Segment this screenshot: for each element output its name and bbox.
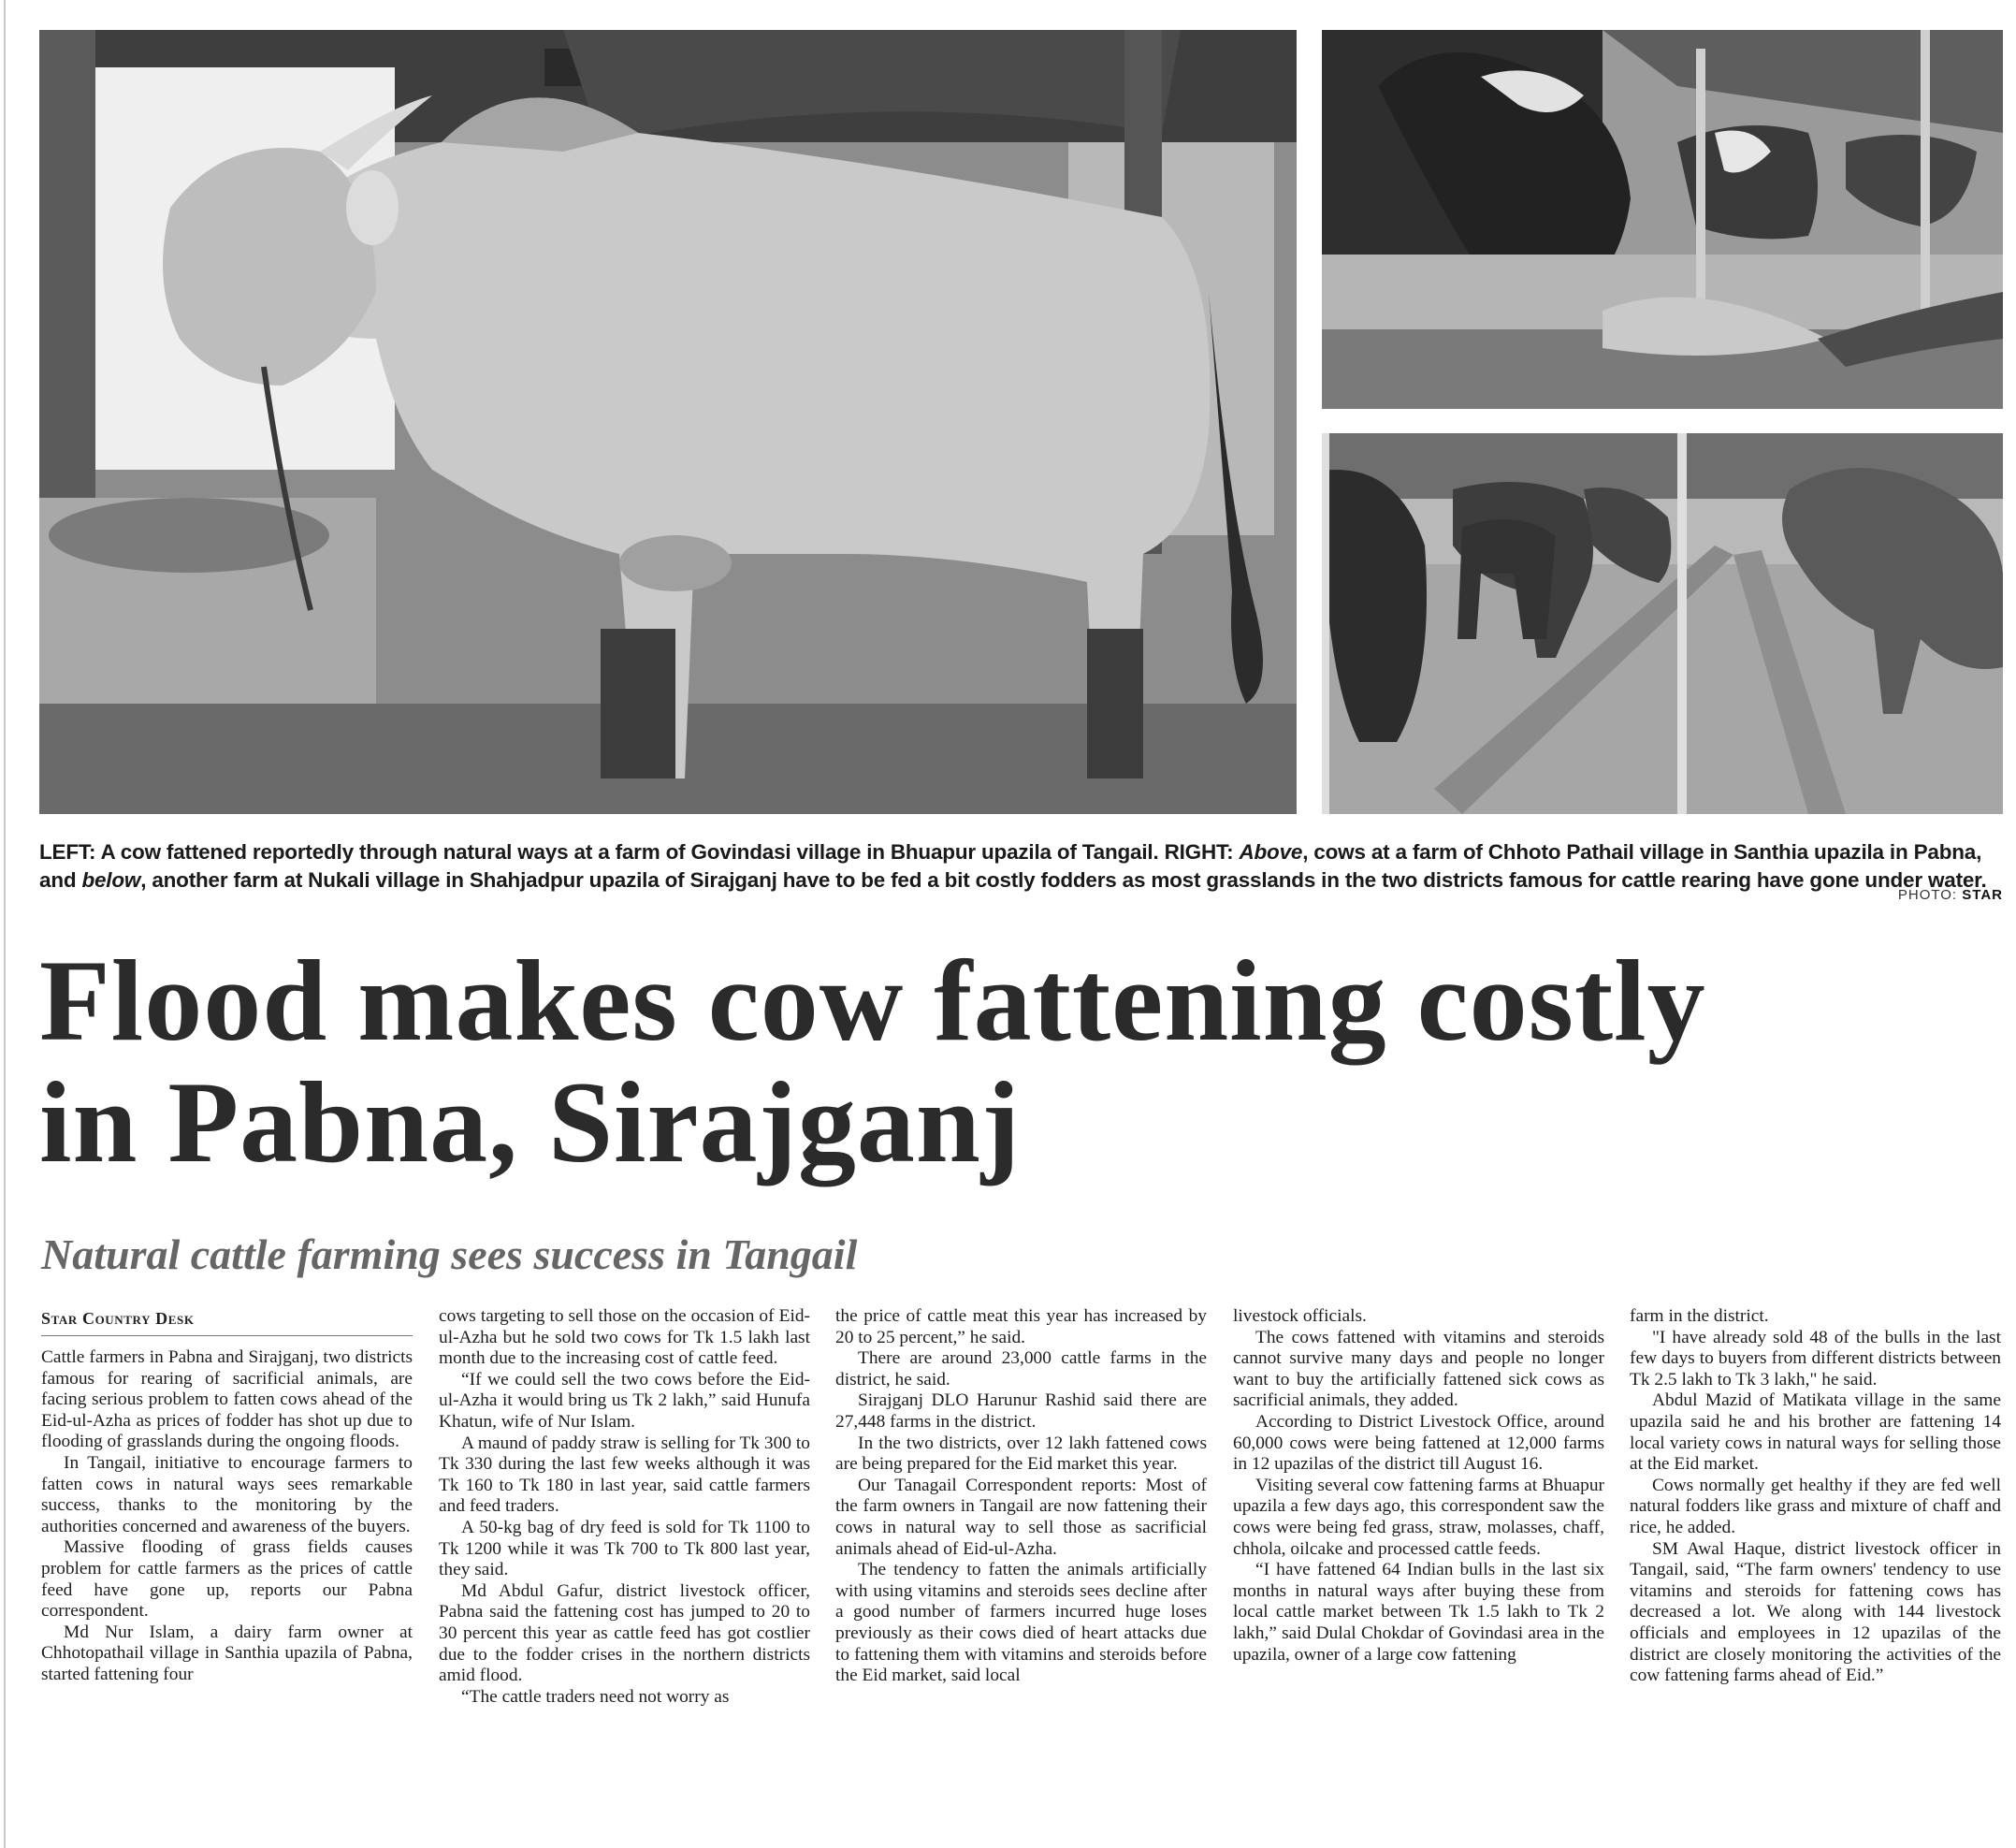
- article-paragraph: "I have already sold 48 of the bulls in the last few days to buyers from different districts between Tk 2.5 lakh to Tk 3 lakh," he said.: [1630, 1327, 2001, 1390]
- article-column-2: [439, 1306, 810, 1708]
- subheadline: Natural cattle farming sees success in Tangail: [41, 1230, 858, 1278]
- article-paragraph: farm in the district.: [1630, 1306, 1769, 1326]
- byline: [41, 1307, 413, 1336]
- article-paragraph: The cows fattened with vitamins and steroids cannot survive many days and people no longer want to buy the artificially fattened sick cows as sacrificial animals, they added.: [1233, 1327, 1604, 1411]
- article-paragraph: cows targeting to sell those on the occasion of Eid-ul-Azha but he sold two cows for Tk 1.5 lakh last month due to the increasing cost of cattle feed.: [439, 1306, 810, 1369]
- main-photo: [39, 30, 1297, 814]
- top-right-photo-image: [1322, 30, 2003, 409]
- photo-credit-name: STAR: [1962, 887, 2003, 903]
- article-paragraph: Sirajganj DLO Harunur Rashid said there are 27,448 farms in the district.: [835, 1390, 1207, 1432]
- article-paragraph: Abdul Mazid of Matikata village in the same upazila said he and his brother are fattening 14 local variety cows in natural ways for selling those at the Eid market.: [1630, 1390, 2001, 1475]
- article-paragraph: In the two districts, over 12 lakh fattened cows are being prepared for the Eid market this year.: [835, 1433, 1207, 1475]
- article-column-3: [835, 1306, 1207, 1687]
- article-column-4: [1233, 1306, 1604, 1666]
- top-right-photo: [1322, 30, 2003, 409]
- article-paragraph: The tendency to fatten the animals artificially with using vitamins and steroids sees decline after a good number of farmers incurred huge loses previously as their cows died of heart attacks due to fattening them with vitamins and steroids before the Eid market, said local: [835, 1560, 1207, 1686]
- article-paragraph: Cattle farmers in Pabna and Sirajganj, two districts famous for rearing of sacrificial animals, are facing serious problem to fatten cows ahead of the Eid-ul-Azha as prices of fodder has shot up due to flooding of grasslands during the ongoing floods.: [41, 1347, 413, 1452]
- byline-text: Star Country Desk: [41, 1309, 195, 1328]
- article-paragraph: In Tangail, initiative to encourage farmers to fatten cows in natural ways sees remarkable success, thanks to the monitoring by the authorities concerned and awareness of the buyers.: [41, 1452, 413, 1536]
- article-paragraph: SM Awal Haque, district livestock officer in Tangail, said, “The farm owners' tendency to use vitamins and steroids for fattening cows has decreased a lot. We along with 144 livestock officials and employees in 12 upazilas of the district are closely monitoring the activities of the cow fattening farms ahead of Eid.”: [1630, 1538, 2001, 1686]
- article-column-5: [1630, 1306, 2001, 1687]
- caption-below: below: [81, 868, 141, 892]
- article-paragraph: the price of cattle meat this year has increased by 20 to 25 percent,” he said.: [835, 1306, 1207, 1347]
- article-paragraph: There are around 23,000 cattle farms in the district, he said.: [835, 1348, 1207, 1390]
- article-paragraph: Visiting several cow fattening farms at Bhuapur upazila a few days ago, this correspondent saw the cows were being fed grass, straw, molasses, chaff, chhola, oilcake and processed cattle feeds.: [1233, 1475, 1604, 1559]
- bottom-right-photo: [1322, 433, 2003, 814]
- main-photo-image: [39, 30, 1297, 814]
- article-paragraph: “If we could sell the two cows before the Eid-ul-Azha it would bring us Tk 2 lakh,” said Hunufa Khatun, wife of Nur Islam.: [439, 1369, 810, 1432]
- article-paragraph: Our Tanagail Correspondent reports: Most of the farm owners in Tangail are now fattening their cows in natural way to sell those as sacrificial animals ahead of Eid-ul-Azha.: [835, 1475, 1207, 1559]
- article-paragraph: Massive flooding of grass fields causes problem for cattle farmers as the prices of cattle feed have gone up, reports our Pabna correspondent.: [41, 1537, 413, 1622]
- article-paragraph: A maund of paddy straw is selling for Tk 300 to Tk 330 during the last few weeks although it was Tk 160 to Tk 180 in last year, said cattle farmers and feed traders.: [439, 1433, 810, 1517]
- article-paragraph: Md Nur Islam, a dairy farm owner at Chhotopathail village in Santhia upazila of Pabna, started fattening four: [41, 1622, 413, 1684]
- headline: [39, 937, 2004, 1186]
- article-paragraph: According to District Livestock Office, around 60,000 cows were being fattened at 12,000 farms in 12 upazilas of the district till August 16.: [1233, 1411, 1604, 1475]
- photo-credit-label: PHOTO:: [1897, 887, 1958, 903]
- article-column-1: [41, 1347, 413, 1686]
- article-paragraph: Md Abdul Gafur, district livestock officer, Pabna said the fattening cost has jumped to 20 to 30 percent this year as cattle feed has got costlier due to the fodder crises in the northern districts amid flood.: [439, 1580, 810, 1686]
- headline-line-1: Flood makes cow fattening costly: [39, 937, 1706, 1065]
- caption-part-2: , cows at a farm of Chhoto Pathail village in Santhia upazila in Pabna, and: [39, 840, 1982, 892]
- photo-caption: [39, 838, 2003, 895]
- article-paragraph: livestock officials.: [1233, 1306, 1367, 1326]
- bottom-right-photo-image: [1322, 433, 2003, 814]
- article-paragraph: “The cattle traders need not worry as: [461, 1686, 730, 1707]
- headline-line-2: in Pabna, Sirajganj: [39, 1058, 1022, 1186]
- caption-part-3: , another farm at Nukali village in Shahjadpur upazila of Sirajganj have to be fed a bit costly fodders as most grasslands in the two districts famous for cattle rearing have gone under water.: [140, 868, 1987, 892]
- caption-part-1: LEFT: A cow fattened reportedly through natural ways at a farm of Govindasi village in Bhuapur upazila of Tangail. RIGHT:: [39, 840, 1240, 864]
- caption-above: Above: [1239, 840, 1303, 864]
- article-paragraph: “I have fattened 64 Indian bulls in the last six months in natural ways after buying these from local cattle market between Tk 1.5 lakh to Tk 2 lakh,” said Dulal Chokdar of Govindasi area in the upazila, owner of a large cow fattening: [1233, 1560, 1604, 1665]
- article-paragraph: Cows normally get healthy if they are fed well natural fodders like grass and mixture of chaff and rice, he added.: [1630, 1475, 2001, 1537]
- article-paragraph: A 50-kg bag of dry feed is sold for Tk 1100 to Tk 1200 while it was Tk 700 to Tk 800 last year, they said.: [439, 1517, 810, 1580]
- page-edge-rule: [4, 0, 6, 1848]
- photo-credit: [1898, 887, 2003, 903]
